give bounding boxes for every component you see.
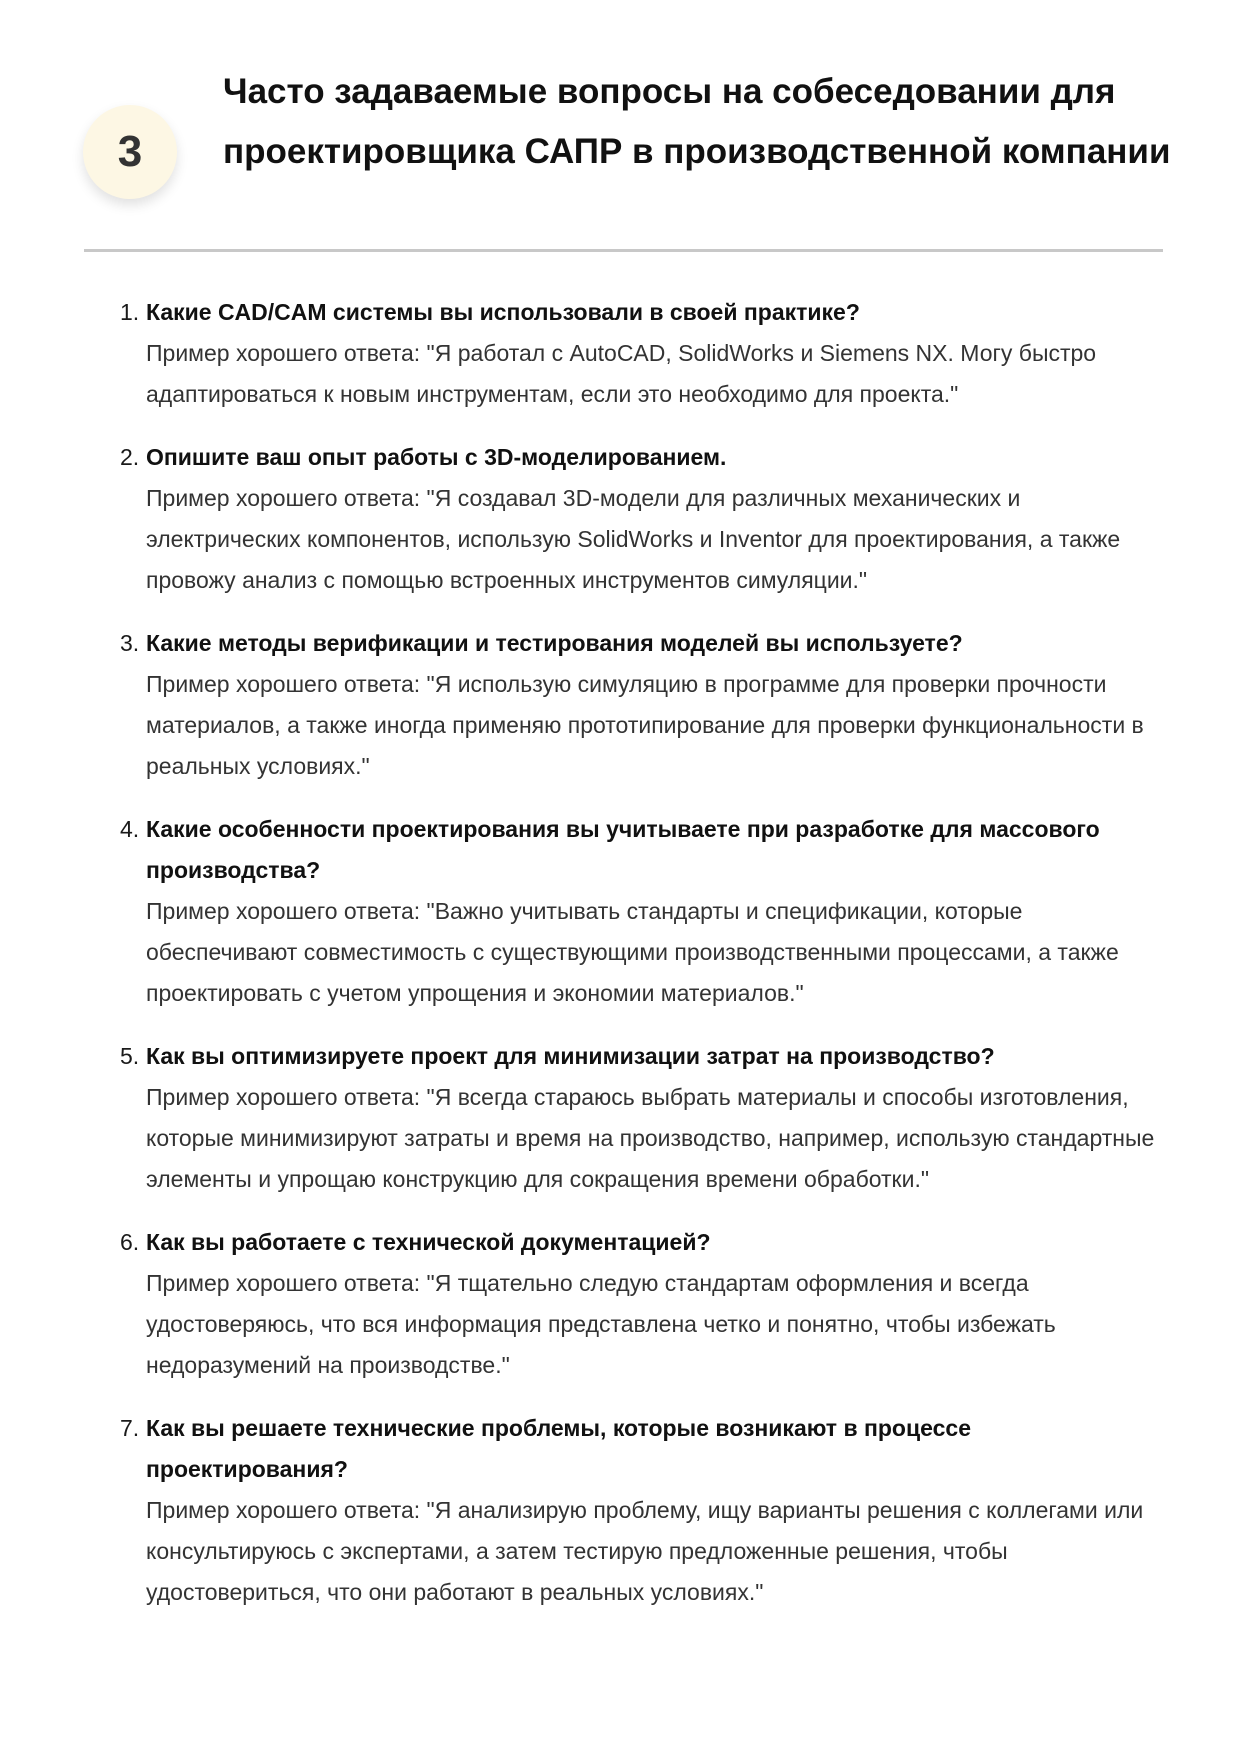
item-number: 1. xyxy=(120,299,140,325)
divider xyxy=(84,249,1163,252)
answer: Пример хорошего ответа: "Я тщательно следую стандартам оформления и всегда удостоверяюсь, что вся информация представлена четко и понятно, чтобы избежать недоразумений на производстве." xyxy=(146,1270,1056,1378)
item-number: 4. xyxy=(120,816,140,842)
question: Как вы решаете технические проблемы, которые возникают в процессе проектирования? xyxy=(146,1415,971,1482)
list-item xyxy=(120,292,1176,415)
item-number: 6. xyxy=(120,1229,140,1255)
answer: Пример хорошего ответа: "Важно учитывать стандарты и спецификации, которые обеспечивают совместимость с существующими производственными процессами, а также проектировать с учетом упрощения и экономии материалов." xyxy=(146,898,1119,1006)
section-number-badge: 3 xyxy=(83,105,177,199)
item-number: 5. xyxy=(120,1043,140,1069)
list-item xyxy=(120,623,1176,787)
item-number: 2. xyxy=(120,444,140,470)
answer: Пример хорошего ответа: "Я всегда стараюсь выбрать материалы и способы изготовления, которые минимизируют затраты и время на производство, например, использую стандартные элементы и упрощаю конструкцию для сокращения времени обработки." xyxy=(146,1084,1155,1192)
question: Опишите ваш опыт работы с 3D-моделированием. xyxy=(146,444,727,470)
question: Какие методы верификации и тестирования моделей вы используете? xyxy=(146,630,963,656)
answer: Пример хорошего ответа: "Я анализирую проблему, ищу варианты решения с коллегами или консультируюсь с экспертами, а затем тестирую предложенные решения, чтобы удостовериться, что они работают в реальных условиях." xyxy=(146,1497,1144,1605)
list-item xyxy=(120,1222,1176,1386)
list-item xyxy=(120,809,1176,1014)
answer: Пример хорошего ответа: "Я работал с AutoCAD, SolidWorks и Siemens NX. Могу быстро адаптироваться к новым инструментам, если это необходимо для проекта." xyxy=(146,340,1097,407)
question: Какие CAD/CAM системы вы использовали в своей практике? xyxy=(146,299,860,325)
question: Как вы оптимизируете проект для минимизации затрат на производство? xyxy=(146,1043,995,1069)
answer: Пример хорошего ответа: "Я создавал 3D-модели для различных механических и электрических компонентов, использую SolidWorks и Inventor для проектирования, а также провожу анализ с помощью встроенных инструментов симуляции." xyxy=(146,485,1121,593)
item-number: 7. xyxy=(120,1415,140,1441)
list-item xyxy=(120,1036,1176,1200)
question: Какие особенности проектирования вы учитываете при разработке для массового производства? xyxy=(146,816,1100,883)
item-number: 3. xyxy=(120,630,140,656)
question: Как вы работаете с технической документацией? xyxy=(146,1229,711,1255)
page-title: Часто задаваемые вопросы на собеседовании для проектировщика САПР в производственной компании xyxy=(223,72,1171,171)
answer: Пример хорошего ответа: "Я использую симуляцию в программе для проверки прочности материалов, а также иногда применяю прототипирование для проверки функциональности в реальных условиях." xyxy=(146,671,1144,779)
faq-list xyxy=(120,292,1176,1635)
list-item xyxy=(120,1408,1176,1613)
list-item xyxy=(120,437,1176,601)
